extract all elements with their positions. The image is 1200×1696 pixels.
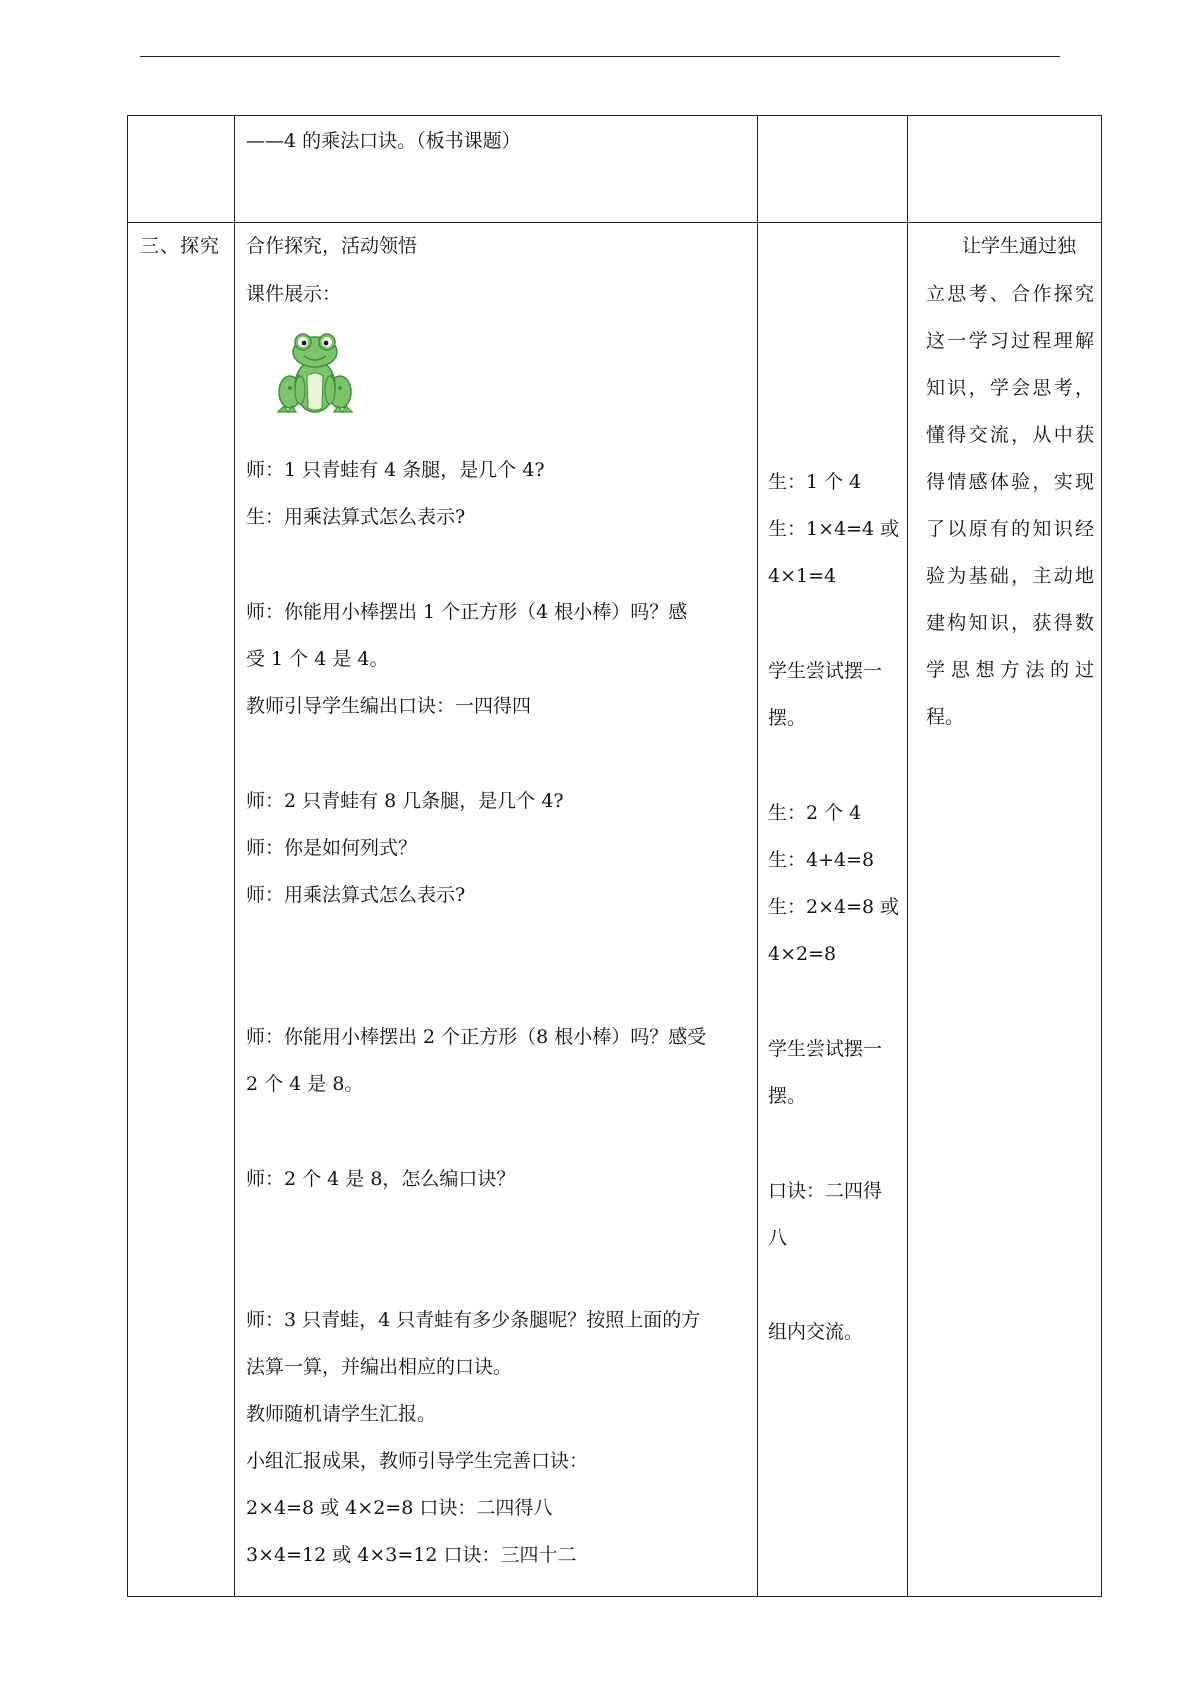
teacher-line: 合作探究，活动领悟 bbox=[246, 235, 418, 257]
teacher-line: 课件展示： bbox=[246, 283, 342, 305]
intent-line: 程。 bbox=[926, 706, 965, 728]
teacher-line: 师：2 个 4 是 8，怎么编口诀？ bbox=[246, 1168, 516, 1190]
student-line: 生：1×4=4 或 bbox=[768, 518, 900, 540]
teacher-line: 3×4=12 或 4×3=12 口诀：三四十二 bbox=[246, 1544, 577, 1566]
teacher-line: 2×4=8 或 4×2=8 口诀：二四得八 bbox=[246, 1497, 553, 1519]
student-line: 4×1=4 bbox=[768, 565, 837, 587]
stage-label: 三、探究 bbox=[140, 235, 221, 257]
student-line: 组内交流。 bbox=[768, 1321, 864, 1343]
table-border-top bbox=[127, 115, 1102, 116]
student-line: 摆。 bbox=[768, 1085, 807, 1107]
student-line: 学生尝试摆一 bbox=[768, 1038, 883, 1060]
student-line: 生：2×4=8 或 bbox=[768, 896, 900, 918]
intent-line: 建构知识，获得数 bbox=[926, 612, 1094, 634]
student-line: 学生尝试摆一 bbox=[768, 660, 883, 682]
table-border-right bbox=[1101, 115, 1102, 1597]
student-line: 八 bbox=[768, 1227, 788, 1249]
student-line: 口诀：二四得 bbox=[768, 1180, 883, 1202]
teacher-line: 教师随机请学生汇报。 bbox=[246, 1403, 437, 1425]
intent-line: 这一学习过程理解 bbox=[926, 330, 1094, 352]
header-rule bbox=[140, 56, 1060, 57]
table-col-divider-1 bbox=[234, 115, 235, 1597]
teacher-line: 教师引导学生编出口诀：一四得四 bbox=[246, 695, 532, 717]
teacher-line: 师：你是如何列式？ bbox=[246, 837, 418, 859]
row1-content: ——4 的乘法口诀。（板书课题） bbox=[246, 130, 521, 152]
teacher-line: 师：3 只青蛙，4 只青蛙有多少条腿呢？按照上面的方 bbox=[246, 1309, 701, 1331]
intent-line: 立思考、合作探究 bbox=[926, 283, 1094, 305]
teacher-line: 法算一算，并编出相应的口诀。 bbox=[246, 1356, 513, 1378]
intent-line: 懂得交流，从中获 bbox=[926, 424, 1094, 446]
table-border-bottom bbox=[127, 1596, 1102, 1597]
intent-line: 得情感体验，实现 bbox=[926, 471, 1094, 493]
student-line: 摆。 bbox=[768, 707, 807, 729]
student-line: 生：1 个 4 bbox=[768, 471, 862, 493]
teacher-line: 师：你能用小棒摆出 2 个正方形（8 根小棒）吗？感受 bbox=[246, 1026, 707, 1048]
teacher-line: 师：你能用小棒摆出 1 个正方形（4 根小棒）吗？感 bbox=[246, 601, 688, 623]
teacher-line: 师：用乘法算式怎么表示? bbox=[246, 884, 466, 906]
teacher-line: 师：1 只青蛙有 4 条腿，是几个 4? bbox=[246, 459, 545, 481]
table-col-divider-2 bbox=[757, 115, 758, 1597]
teacher-line: 师：2 只青蛙有 8 几条腿，是几个 4? bbox=[246, 790, 564, 812]
table-col-divider-3 bbox=[907, 115, 908, 1597]
frog-illustration bbox=[276, 330, 354, 416]
table-row-divider bbox=[127, 222, 1102, 223]
teacher-line: 2 个 4 是 8。 bbox=[246, 1073, 364, 1095]
intent-line: 了以原有的知识经 bbox=[926, 518, 1094, 540]
intent-line: 让学生通过独 bbox=[962, 235, 1077, 257]
intent-line: 知识，学会思考， bbox=[926, 377, 1094, 399]
table-border-left bbox=[127, 115, 128, 1597]
teacher-line: 生：用乘法算式怎么表示? bbox=[246, 506, 466, 528]
student-line: 生：2 个 4 bbox=[768, 802, 862, 824]
teacher-line: 小组汇报成果，教师引导学生完善口诀： bbox=[246, 1450, 589, 1472]
student-line: 4×2=8 bbox=[768, 943, 837, 965]
student-line: 生：4+4=8 bbox=[768, 849, 875, 871]
teacher-line: 受 1 个 4 是 4。 bbox=[246, 648, 389, 670]
intent-line: 学思想方法的过 bbox=[926, 659, 1094, 681]
intent-line: 验为基础，主动地 bbox=[926, 565, 1094, 587]
